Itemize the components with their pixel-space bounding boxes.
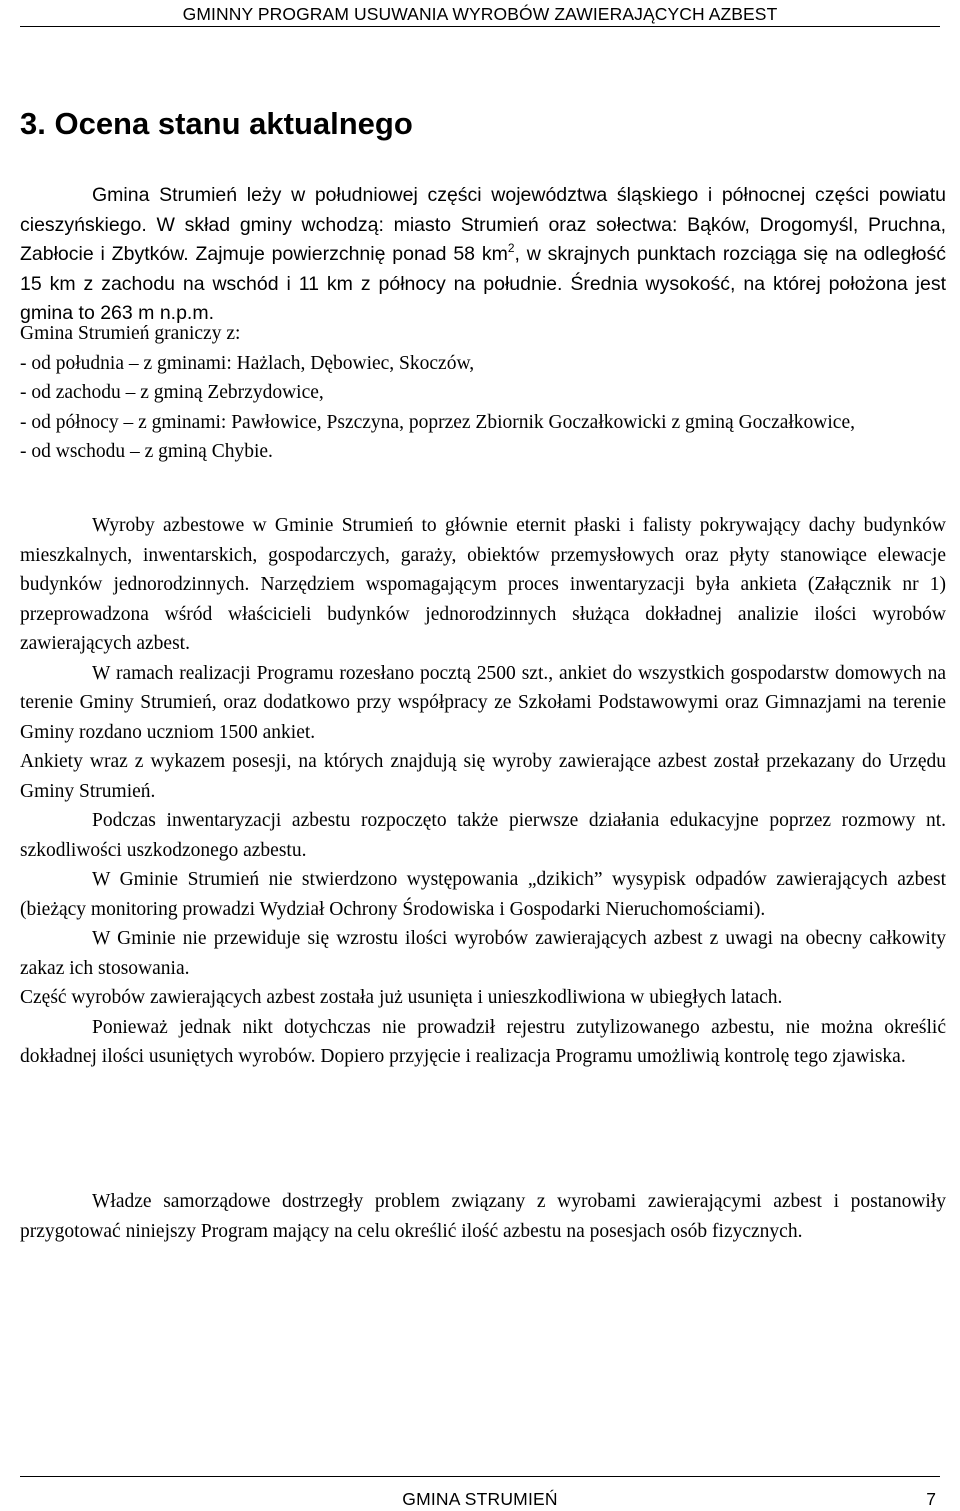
borders-section [20, 319, 946, 467]
survey-results-paragraph: Ankiety wraz z wykazem posesji, na których znajdują się wyroby zawierające azbest został przekazany do Urzędu Gminy Strumień. [20, 751, 946, 802]
no-growth-paragraph: W Gminie nie przewiduje się wzrostu ilości wyrobów zawierających azbest z uwagi na obecny całkowity zakaz ich stosowania. [20, 928, 946, 979]
education-paragraph: Podczas inwentaryzacji azbestu rozpoczęto także pierwsze działania edukacyjne poprzez rozmowy nt. szkodliwości uszkodzonego azbestu. [20, 810, 946, 861]
intro-text [20, 181, 946, 329]
page-header [20, 2, 940, 27]
border-item-north: - od północy – z gminami: Pawłowice, Pszczyna, poprzez Zbiornik Goczałkowicki z gminą Goczałkowice, [20, 411, 855, 433]
header-title: GMINNY PROGRAM USUWANIA WYROBÓW ZAWIERAJĄCYCH AZBEST [182, 4, 778, 24]
border-item-south: - od południa – z gminami: Hażlach, Dębowiec, Skoczów, [20, 352, 475, 374]
closing-paragraph: Władze samorządowe dostrzegły problem związany z wyrobami zawierającymi azbest i postanowiły przygotować niniejszy Program mający na celu określić ilość azbestu na posesjach osób fizycznych. [20, 1191, 946, 1242]
section-title: 3. Ocena stanu aktualnego [20, 106, 413, 141]
no-register-paragraph: Ponieważ jednak nikt dotychczas nie prowadził rejestru zutylizowanego azbestu, nie można określić dokładnej ilości usuniętych wyrobów. Dopiero przyjęcie i realizacja Programu umożliwią kontrolę tego zjawiska. [20, 1016, 946, 1067]
intro-paragraph [20, 181, 946, 329]
borders-intro: Gmina Strumień graniczy z: [20, 323, 241, 344]
intro-rest: , w skrajnych punktach rozciąga się na odległość 15 km z zachodu na wschód i 11 km z północy na południe. Średnia wysokość, na której położona jest gmina to 263 m n.p.m. [20, 243, 946, 324]
illegal-dumps-paragraph: W Gminie Strumień nie stwierdzono występowania „dzikich” wysypisk odpadów zawierających azbest (bieżący monitoring prowadzi Wydział Ochrony Środowiska i Gospodarki Nieruchomościami). [20, 869, 946, 920]
closing-section [20, 1187, 946, 1246]
intro-main: Gmina Strumień leży w południowej części województwa śląskiego i północnej części powiatu cieszyńskiego. W skład gminy wchodzą: miasto Strumień oraz sołectwa: Bąków, Drogomyśl, Pruchna, Zabłocie i Zbytków. Zajmuje powierzchnię ponad 58 km [20, 184, 946, 265]
survey-paragraph: W ramach realizacji Programu rozesłano pocztą 2500 szt., ankiet do wszystkich gospodarstw domowych na terenie Gminy Strumień, oraz dodatkowo przy współpracy ze Szkołami Podstawowymi oraz Gimnazjami na terenie Gminy rozdano uczniom 1500 ankiet. [20, 662, 946, 743]
area-superscript: 2 [507, 241, 515, 255]
border-item-west: - od zachodu – z gminą Zebrzydowice, [20, 382, 324, 403]
border-item-east: - od wschodu – z gminą Chybie. [20, 441, 273, 462]
removed-products-paragraph: Część wyrobów zawierających azbest została już usunięta i unieszkodliwiona w ubiegłych latach. [20, 987, 783, 1008]
asbestos-products-paragraph: Wyroby azbestowe w Gminie Strumień to głównie eternit płaski i falisty pokrywający dachy budynków mieszkalnych, inwentarskich, gospodarczych, garaży, obiektów przemysłowych oraz płyty stanowiące elewacje budynków jednorodzinnych. Narzędziem wspomagającym proces inwentaryzacji była ankieta (Załącznik nr 1) przeprowadzona wśród właścicieli budynków jednorodzinnych służąca dokładnej analizie ilości wyrobów zawierających azbest. [20, 515, 946, 654]
footer-title: GMINA STRUMIEŃ [402, 1489, 558, 1509]
body-section [20, 511, 946, 1072]
page-footer [20, 1476, 940, 1511]
page-number: 7 [926, 1489, 936, 1509]
